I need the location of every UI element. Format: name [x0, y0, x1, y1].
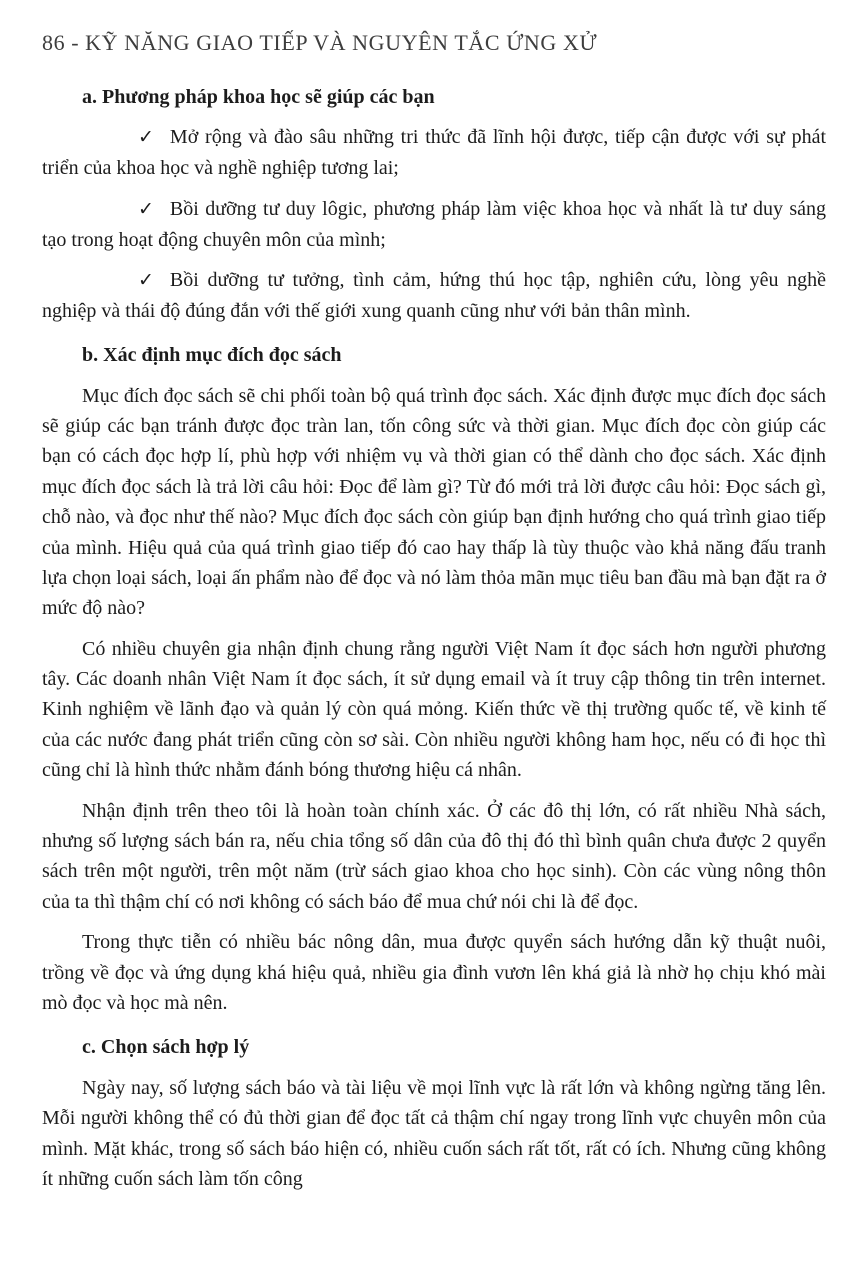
- checkmark-icon: ✓: [138, 269, 154, 291]
- checkmark-icon: ✓: [138, 198, 154, 220]
- body-paragraph: Nhận định trên theo tôi là hoàn toàn chính xác. Ở các đô thị lớn, có rất nhiều Nhà sách, nhưng số lượng sách bán ra, nếu chia tổng số dân của đô thị đó thì bình quân chưa được 2 quyển sách trên một người, trên một năm (trừ sách giao khoa cho học sinh). Còn các vùng nông thôn của ta thì thậm chí có nơi không có sách báo để mua chứ nói chi là để đọc.: [42, 799, 826, 913]
- section-heading: c. Chọn sách hợp lý: [82, 1036, 250, 1059]
- checkmark-icon: ✓: [138, 127, 154, 149]
- bullet-item: ✓ Mở rộng và đào sâu những tri thức đã lĩnh hội được, tiếp cận được với sự phát triển của khoa học và nghề nghiệp tương lai;: [42, 126, 826, 180]
- body-paragraph: Trong thực tiễn có nhiều bác nông dân, mua được quyển sách hướng dẫn kỹ thuật nuôi, trồng về đọc và ứng dụng khá hiệu quả, nhiều gia đình vươn lên khá giả là nhờ họ chịu khó mài mò đọc và học mà nên.: [42, 931, 826, 1014]
- header-separator: -: [71, 30, 80, 55]
- page-content: [42, 82, 826, 1194]
- body-paragraph: Có nhiều chuyên gia nhận định chung rằng người Việt Nam ít đọc sách hơn người phương tây. Các doanh nhân Việt Nam ít đọc sách, ít sử dụng email và ít truy cập thông tin trên internet. Kinh nghiệm về lãnh đạo và quản lý còn quá mỏng. Kiến thức về thị trường quốc tế, về kinh tế của các nước đang phát triển cũng còn sơ sài. Còn nhiều người không ham học, nếu có đi học thì cũng chỉ là hình thức nhằm đánh bóng thương hiệu cá nhân.: [42, 637, 826, 782]
- section-heading: a. Phương pháp khoa học sẽ giúp các bạn: [82, 86, 435, 108]
- book-title: KỸ NĂNG GIAO TIẾP VÀ NGUYÊN TẮC ỨNG XỬ: [85, 30, 598, 55]
- page-number: 86: [42, 30, 66, 55]
- body-paragraph: Mục đích đọc sách sẽ chi phối toàn bộ quá trình đọc sách. Xác định được mục đích đọc sách sẽ giúp các bạn tránh được đọc tràn lan, tốn công sức và thời gian. Mục đích đọc còn giúp các bạn có cách đọc hợp lí, phù hợp với nhiệm vụ và thời gian có thể dành cho đọc sách. Xác định mục đích đọc sách là trả lời câu hỏi: Đọc để làm gì? Từ đó mới trả lời được câu hỏi: Đọc sách gì, chỗ nào, và đọc như thế nào? Mục đích đọc sách còn giúp bạn định hướng cho quá trình giao tiếp của mình. Hiệu quả của quá trình giao tiếp đó cao hay thấp là tùy thuộc vào khả năng đấu tranh lựa chọn loại sách, loại ấn phẩm nào để đọc và nó làm thỏa mãn mục tiêu ban đầu mà bạn đặt ra ở mức độ nào?: [42, 384, 826, 620]
- section-heading: b. Xác định mục đích đọc sách: [82, 344, 342, 367]
- body-paragraph: Ngày nay, số lượng sách báo và tài liệu về mọi lĩnh vực là rất lớn và không ngừng tăng lên. Mỗi người không thể có đủ thời gian để đọc tất cả thậm chí ngay trong lĩnh vực chuyên môn của mình. Mặt khác, trong số sách báo hiện có, nhiều cuốn sách rất tốt, rất có ích. Nhưng cũng không ít những cuốn sách làm tốn công: [42, 1076, 826, 1190]
- bullet-item: ✓ Bồi dưỡng tư duy lôgic, phương pháp làm việc khoa học và nhất là tư duy sáng tạo trong hoạt động chuyên môn của mình;: [42, 197, 826, 251]
- running-header: [42, 30, 826, 56]
- bullet-item: ✓ Bồi dưỡng tư tưởng, tình cảm, hứng thú học tập, nghiên cứu, lòng yêu nghề nghiệp và thái độ đúng đắn với thế giới xung quanh cũng như với bản thân mình.: [42, 268, 826, 322]
